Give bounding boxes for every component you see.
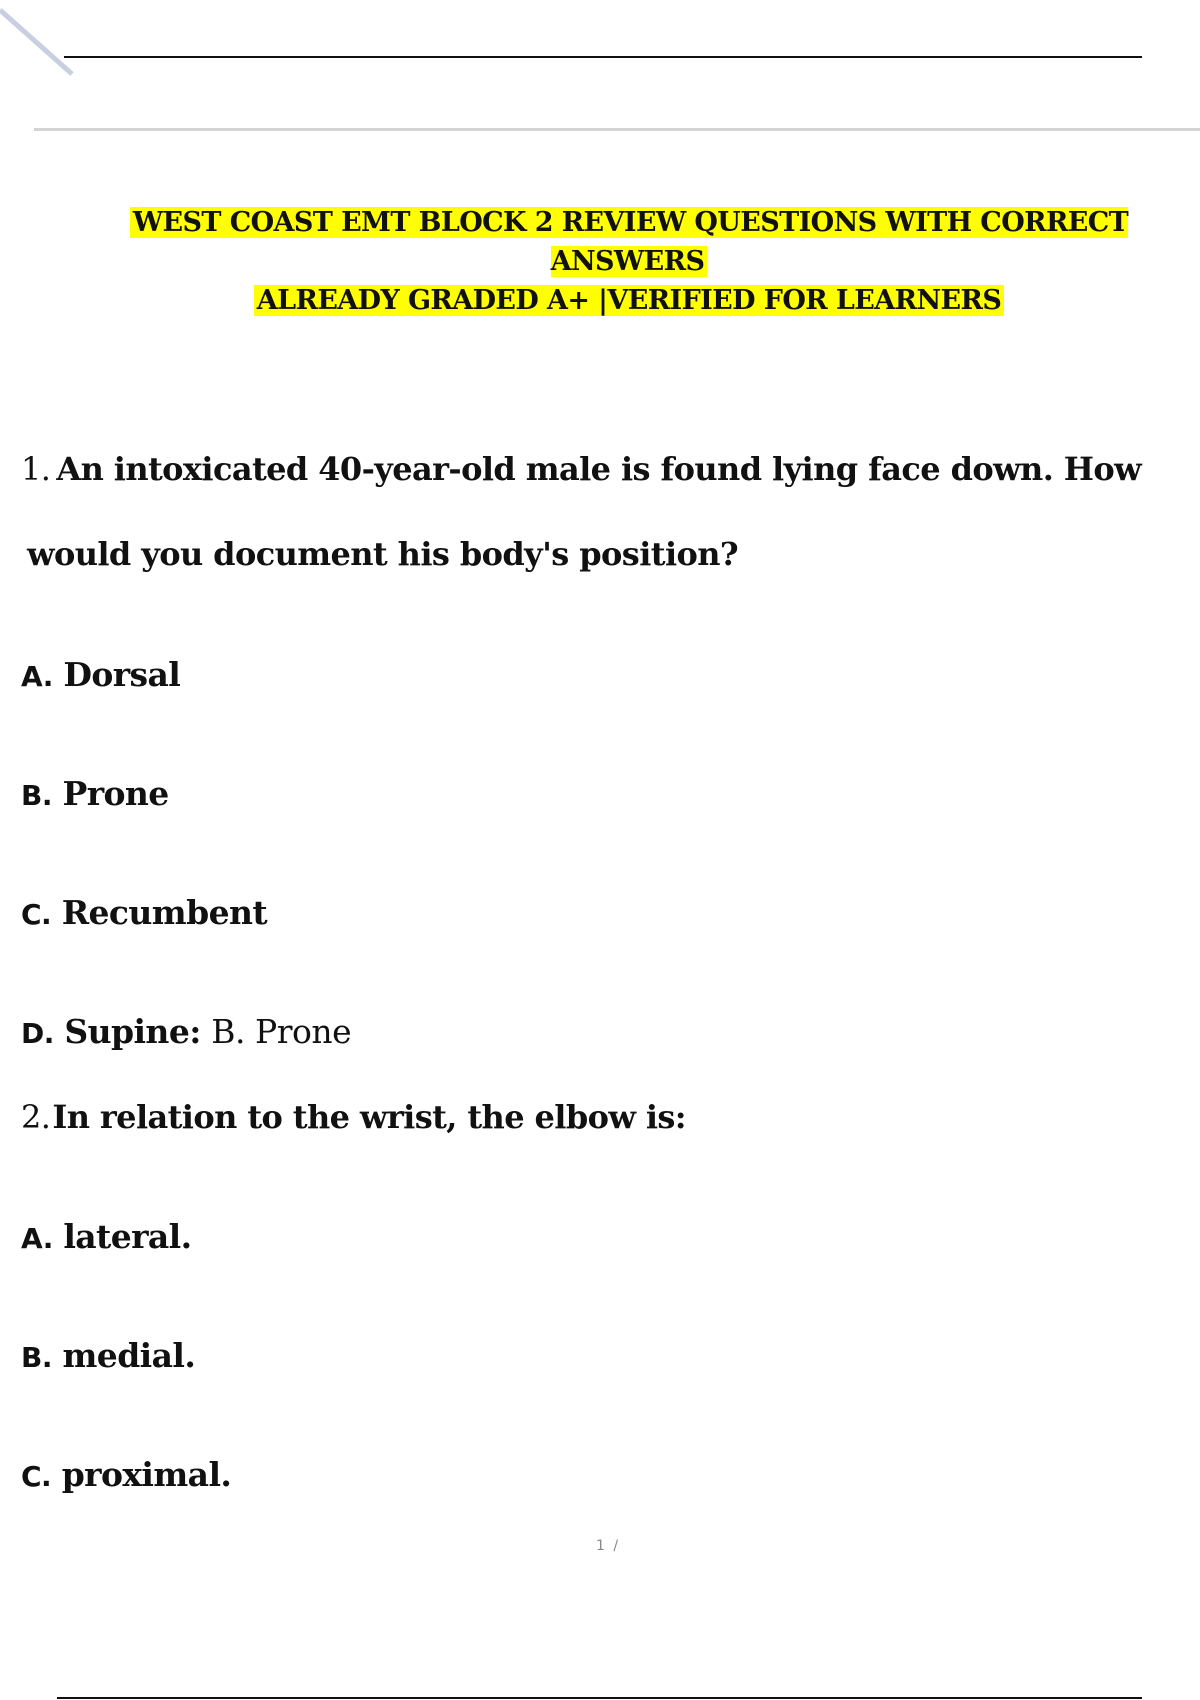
document-title xyxy=(70,203,1188,320)
option-text: Supine: xyxy=(64,1012,201,1051)
option-text: lateral. xyxy=(63,1217,192,1256)
option-text: proximal. xyxy=(61,1455,232,1494)
question-2-text xyxy=(21,1098,686,1136)
question-1-option-a xyxy=(21,655,180,694)
question-1-line-1: An intoxicated 40-year-old male is found lying face down. How xyxy=(56,450,1142,488)
question-1-option-d xyxy=(21,1012,351,1051)
option-letter: B. xyxy=(21,1341,52,1374)
correct-answer: B. Prone xyxy=(211,1012,352,1051)
option-text: medial. xyxy=(62,1336,196,1375)
option-text: Prone xyxy=(62,774,169,813)
question-1-text xyxy=(21,450,1141,488)
question-1-line-2: would you document his body's position? xyxy=(27,535,739,573)
page-number: 1 / xyxy=(596,1538,621,1554)
title-line-1: WEST COAST EMT BLOCK 2 REVIEW QUESTIONS WITH CORRECT ANSWERS xyxy=(130,207,1128,277)
title-line-2: ALREADY GRADED A+ |VERIFIED FOR LEARNERS xyxy=(254,285,1005,316)
option-letter: C. xyxy=(21,898,52,931)
question-2-option-c xyxy=(21,1455,231,1494)
question-2-line-1: In relation to the wrist, the elbow is: xyxy=(52,1098,687,1136)
top-divider xyxy=(64,56,1142,58)
question-1-option-c xyxy=(21,893,267,932)
question-2-option-b xyxy=(21,1336,195,1375)
option-letter: C. xyxy=(21,1460,52,1493)
option-text: Recumbent xyxy=(61,893,268,932)
page-corner-fold-mark xyxy=(0,0,80,80)
question-1-option-b xyxy=(21,774,169,813)
header-divider xyxy=(34,128,1200,131)
question-2-option-a xyxy=(21,1217,191,1256)
option-letter: B. xyxy=(21,779,52,812)
option-text: Dorsal xyxy=(63,655,181,694)
bottom-divider xyxy=(57,1697,1142,1699)
option-letter: A. xyxy=(21,660,53,693)
option-letter: D. xyxy=(21,1017,54,1050)
question-1-number: 1. xyxy=(21,450,51,488)
question-2-number: 2. xyxy=(21,1098,51,1136)
option-letter: A. xyxy=(21,1222,53,1255)
